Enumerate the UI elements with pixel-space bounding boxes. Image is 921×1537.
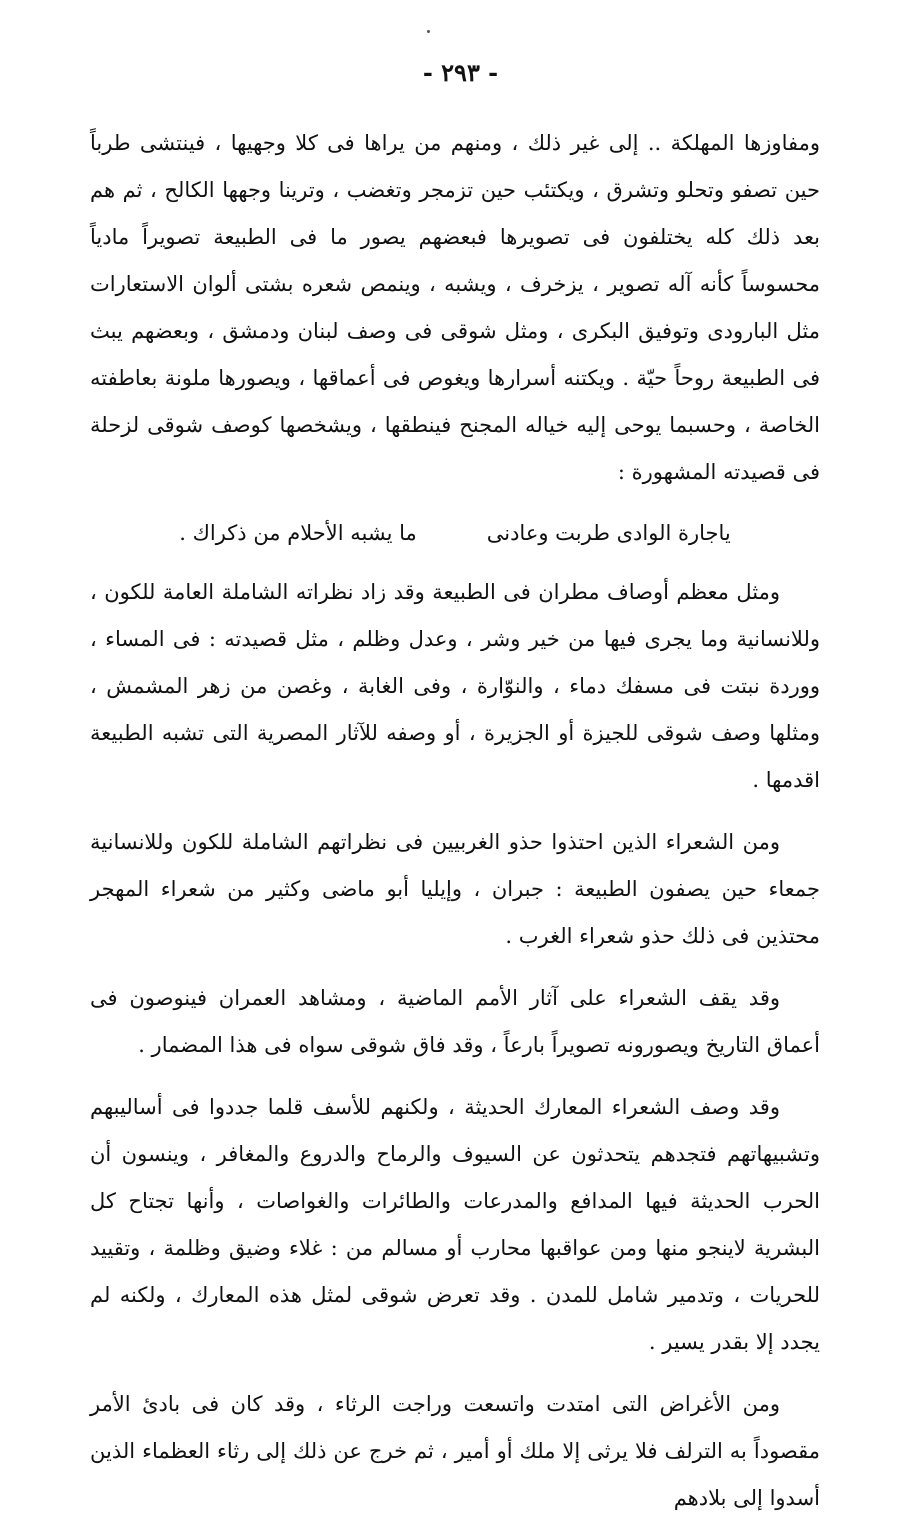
- verse-second-hemistich: ما يشبه الأحلام من ذكراك .: [179, 521, 417, 545]
- paragraph-ancient-ruins: وقد يقف الشعراء على آثار الأمم الماضية ، ومشاهد العمران فينوصون فى أعماق التاريخ ويصورونه تصويراً بارعاً ، وقد فاق شوقى سواه فى هذا المضمار .: [90, 986, 820, 1057]
- scan-speck: [427, 30, 430, 33]
- poem-verse: [90, 511, 820, 555]
- paragraph-modern-battles: وقد وصف الشعراء المعارك الحديثة ، ولكنهم للأسف قلما جددوا فى أساليبهم وتشبيهاتهم فتجدهم يتحدثون عن السيوف والرماح والدروع والمغافر ، وينسون أن الحرب الحديثة فيها المدافع والمدرعات والطائرات والغواصات ، وأنها تجتاح كل البشرية لاينجو منها ومن عواقبها محارب أو مسالم من : غلاء وضيق وظلمة ، وتقييد للحريات ، وتدمير شامل للمدن . وقد تعرض شوقى لمثل هذه المعارك ، ولكنه لم يجدد إلا بقدر يسير .: [90, 1095, 820, 1354]
- page-number: - ٢٩٣ -: [422, 58, 499, 87]
- verse-first-hemistich: ياجارة الوادى طربت وعادنى: [486, 521, 731, 545]
- paragraph-elegy: ومن الأغراض التى امتدت واتسعت وراجت الرثاء ، وقد كان فى بادئ الأمر مقصوداً به الترلف فلا يرثى إلا ملك أو أمير ، ثم خرج عن ذلك إلى رثاء العظماء الذين أسدوا إلى بلادهم: [90, 1392, 820, 1510]
- paragraph-nature-description: ومفاوزها المهلكة .. إلى غير ذلك ، ومنهم من يراها فى كلا وجهيها ، فينتشى طرباً حين تصفو وتحلو وتشرق ، ويكتئب حين تزمجر وتغضب ، وترينا وجهها الكالح ، ثم هم بعد ذلك كله يختلفون فى تصويرها فبعضهم يصور ما فى الطبيعة تصويراً مادياً محسوساً كأنه آله تصوير ، يزخرف ، ويشبه ، وينمص شعره بشتى ألوان الاستعارات مثل البارودى وتوفيق البكرى ، ومثل شوقى فى وصف لبنان ودمشق ، وبعضهم يبث فى الطبيعة روحاً حيّة . ويكتنه أسرارها ويغوص فى أعماقها ، ويصورها ملونة بعاطفته الخاصة ، وحسبما يوحى إليه خياله المجنح فينطقها ، ويشخصها كوصف شوقى لزحلة فى قصيدته المشهورة :: [90, 131, 820, 484]
- paragraph-western-imitation: ومن الشعراء الذين احتذوا حذو الغربيين فى نظراتهم الشاملة للكون وللانسانية جمعاء حين يصفون الطبيعة : جبران ، وإيليا أبو ماضى وكثير من شعراء المهجر محتذين فى ذلك حذو شعراء الغرب .: [90, 830, 820, 948]
- page-body: [90, 120, 820, 1537]
- paragraph-mutran: ومثل معظم أوصاف مطران فى الطبيعة وقد زاد نظراته الشاملة العامة للكون ، وللانسانية وما يجرى فيها من خير وشر ، وعدل وظلم ، مثل قصيدته : فى المساء ، ووردة نبتت فى مسفك دماء ، والنوّارة ، وفى الغابة ، وغصن من زهر المشمش ، ومثلها وصف شوقى للجيزة أو الجزيرة ، أو وصفه للآثار المصرية التى تشبه الطبيعة اقدمها .: [90, 580, 820, 792]
